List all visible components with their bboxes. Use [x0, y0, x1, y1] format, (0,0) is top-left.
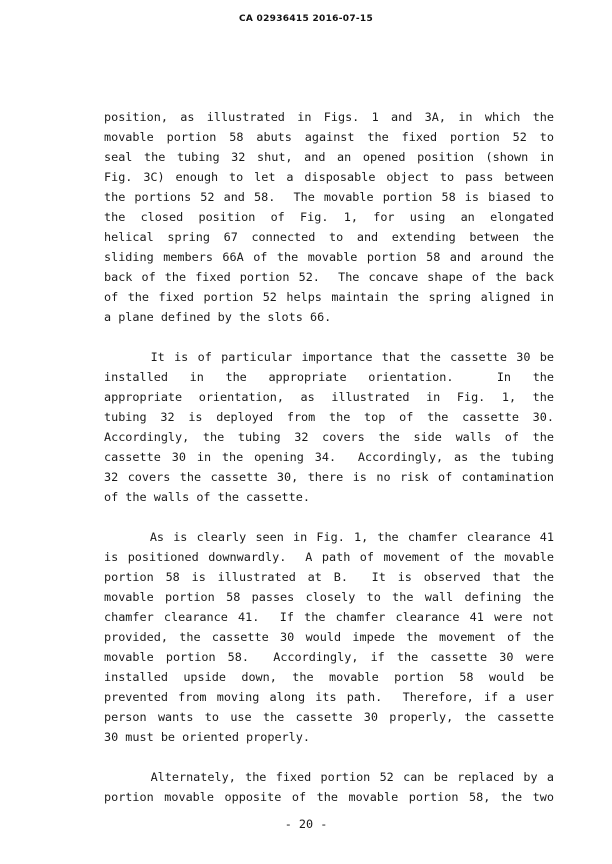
text-line: back of the fixed portion 52. The concave shape of the back: [104, 270, 554, 284]
text-line: movable portion 58. Accordingly, if the cassette 30 were: [104, 650, 554, 664]
text-line: the portions 52 and 58. The movable portion 58 is biased to: [104, 190, 554, 204]
text-line: provided, the cassette 30 would impede the movement of the: [104, 630, 554, 644]
text-line: As is clearly seen in Fig. 1, the chamfer clearance 41: [104, 530, 554, 544]
text-line: the closed position of Fig. 1, for using an elongated: [104, 210, 554, 224]
text-line: of the fixed portion 52 helps maintain the spring aligned in: [104, 290, 554, 304]
text-line: tubing 32 is deployed from the top of the cassette 30.: [104, 410, 554, 424]
text-line: seal the tubing 32 shut, and an opened position (shown in: [104, 150, 554, 164]
document-body: [104, 107, 554, 827]
text-line: helical spring 67 connected to and extending between the: [104, 230, 554, 244]
paragraph-3: [104, 527, 554, 747]
text-line: position, as illustrated in Figs. 1 and 3A, in which the: [104, 110, 554, 124]
text-line: Fig. 3C) enough to let a disposable object to pass between: [104, 170, 554, 184]
text-line: portion movable opposite of the movable portion 58, the two: [104, 790, 554, 804]
text-line: 32 covers the cassette 30, there is no risk of contamination: [104, 470, 554, 484]
text-line: It is of particular importance that the cassette 30 be: [104, 350, 554, 364]
text-line: chamfer clearance 41. If the chamfer clearance 41 were not: [104, 610, 554, 624]
text-line: movable portion 58 passes closely to the wall defining the: [104, 590, 554, 604]
document-header: [0, 14, 612, 24]
text-line: installed upside down, the movable portion 58 would be: [104, 670, 554, 684]
text-line: installed in the appropriate orientation. In the: [104, 370, 554, 384]
text-line: of the walls of the cassette.: [104, 490, 310, 504]
paragraph-2: [104, 347, 554, 507]
text-line: portion 58 is illustrated at B. It is observed that the: [104, 570, 554, 584]
text-line: appropriate orientation, as illustrated in Fig. 1, the: [104, 390, 554, 404]
text-line: Alternately, the fixed portion 52 can be replaced by a: [104, 770, 554, 784]
text-line: is positioned downwardly. A path of movement of the movable: [104, 550, 554, 564]
text-line: 30 must be oriented properly.: [104, 730, 310, 744]
paragraph-1: [104, 107, 554, 327]
text-line: Accordingly, the tubing 32 covers the side walls of the: [104, 430, 554, 444]
paragraph-4: [104, 767, 554, 807]
text-line: cassette 30 in the opening 34. Accordingly, as the tubing: [104, 450, 554, 464]
text-line: person wants to use the cassette 30 properly, the cassette: [104, 710, 554, 724]
document-id: CA 02936415 2016-07-15: [238, 14, 374, 24]
text-line: a plane defined by the slots 66.: [104, 310, 332, 324]
page-number: - 20 -: [284, 817, 328, 831]
text-line: prevented from moving along its path. Therefore, if a user: [104, 690, 554, 704]
text-line: movable portion 58 abuts against the fixed portion 52 to: [104, 130, 554, 144]
text-line: sliding members 66A of the movable portion 58 and around the: [104, 250, 554, 264]
